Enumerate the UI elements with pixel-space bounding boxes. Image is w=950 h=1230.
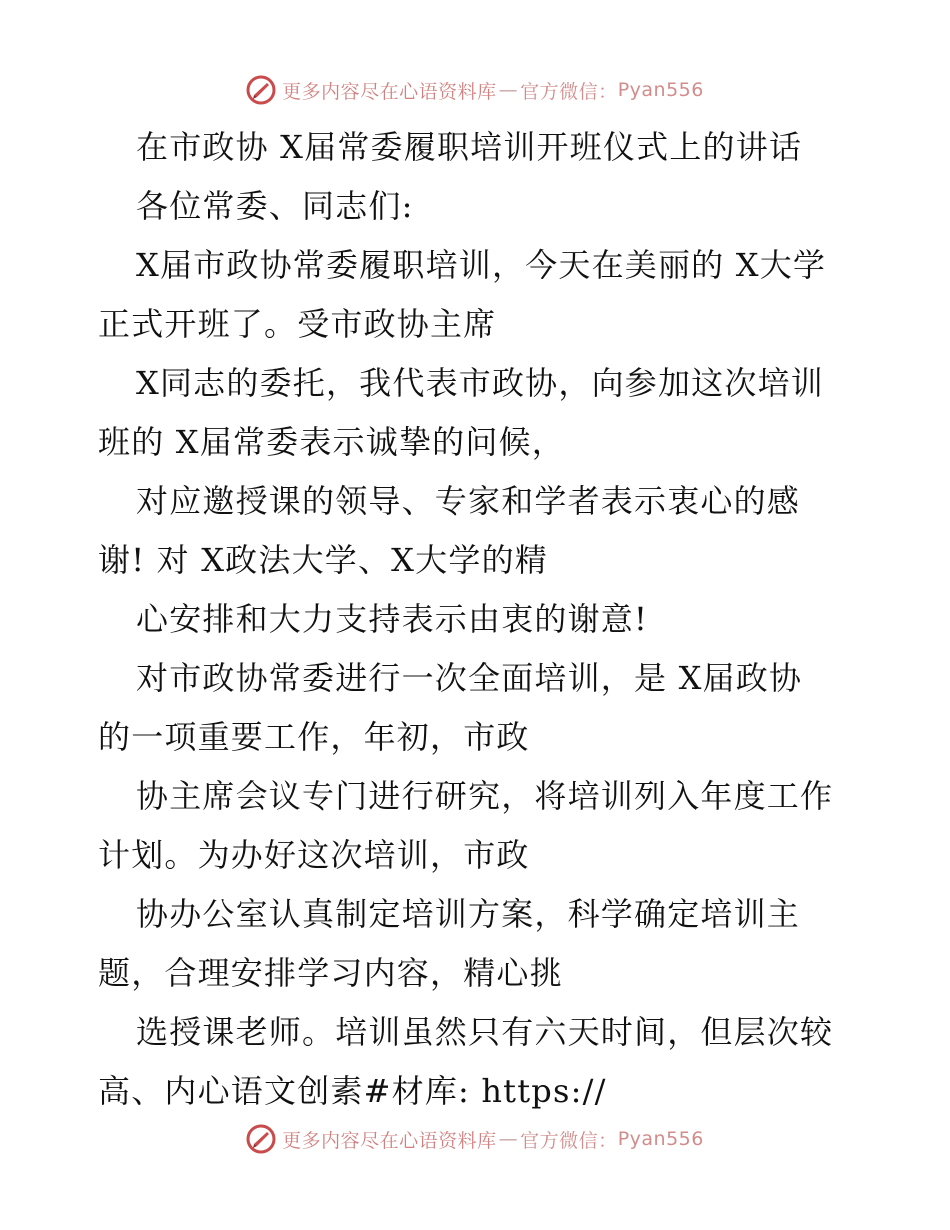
paragraph-line: 题，合理安排学习内容，精心挑: [98, 954, 563, 992]
paragraph-line: 的一项重要工作，年初，市政: [98, 718, 530, 756]
document-title: 在市政协 X届常委履职培训开班仪式上的讲话: [136, 128, 803, 166]
watermark-brand: 更多内容尽在心语资料库: [282, 1129, 497, 1152]
logo-icon: [246, 1124, 276, 1154]
watermark-separator: —: [498, 1128, 519, 1150]
paragraph-line: 高、内心语文创素#材库: https://: [98, 1072, 607, 1110]
watermark-contact-label: 官方微信：: [520, 1129, 618, 1152]
paragraph-line: 对应邀授课的领导、专家和学者表示衷心的感: [136, 482, 801, 520]
paragraph-line: 协办公室认真制定培训方案，科学确定培训主: [136, 895, 801, 933]
paragraph-line: 选授课老师。培训虽然只有六天时间，但层次较: [136, 1013, 834, 1051]
paragraph-line: 各位常委、同志们:: [136, 187, 414, 225]
paragraph-line: 计划。为办好这次培训，市政: [98, 836, 530, 874]
watermark-contact-label: 官方微信：: [520, 80, 618, 103]
paragraph-line: 正式开班了。受市政协主席: [98, 305, 497, 343]
logo-icon: [246, 75, 276, 105]
watermark-separator: —: [498, 79, 519, 101]
paragraph-line: X届市政协常委履职培训，今天在美丽的 X大学: [136, 246, 827, 284]
document-body: [98, 118, 858, 1121]
header-watermark: [0, 70, 950, 110]
paragraph-line: 协主席会议专门进行研究，将培训列入年度工作: [136, 777, 834, 815]
watermark-wechat-id: Pyan556: [617, 1128, 704, 1150]
footer-watermark: [0, 1119, 950, 1159]
paragraph-line: 心安排和大力支持表示由衷的谢意!: [136, 600, 649, 638]
paragraph-line: X同志的委托，我代表市政协，向参加这次培训: [136, 364, 824, 402]
watermark-wechat-id: Pyan556: [617, 79, 704, 101]
paragraph-line: 对市政协常委进行一次全面培训，是 X届政协: [136, 659, 803, 697]
paragraph-line: 谢! 对 X政法大学、X大学的精: [98, 541, 548, 579]
paragraph-line: 班的 X届常委表示诚挚的问候，: [98, 423, 565, 461]
watermark-brand: 更多内容尽在心语资料库: [282, 80, 497, 103]
